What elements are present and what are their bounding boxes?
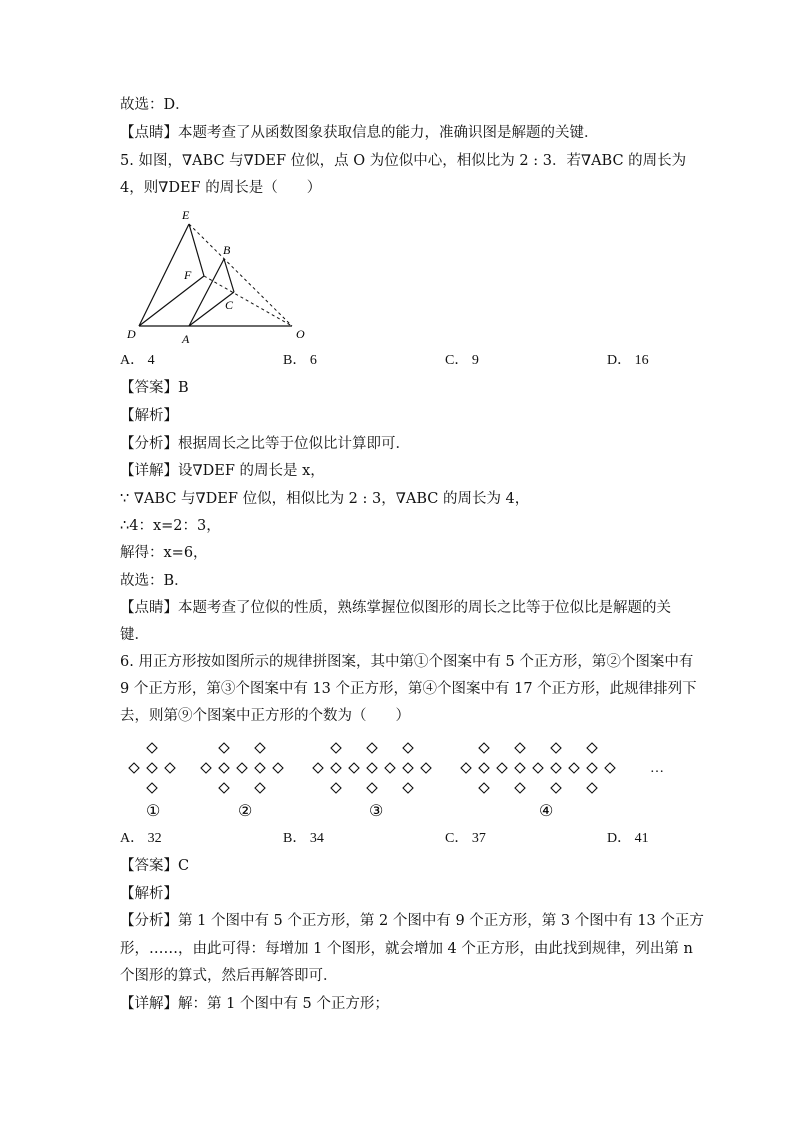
square-shape bbox=[147, 783, 157, 793]
square-pattern-figure bbox=[120, 732, 680, 822]
square-shape bbox=[255, 783, 265, 793]
square-shape bbox=[515, 763, 525, 773]
label-o: O bbox=[296, 327, 305, 341]
step-2: ∴4：x=2：3， bbox=[120, 518, 221, 534]
option-b: B． 6 bbox=[283, 353, 317, 368]
question-6-line-1: 6. 用正方形按如图所示的规律拼图案，其中第①个图案中有 5 个正方形，第②个图案中有 bbox=[120, 654, 694, 670]
square-shape bbox=[349, 763, 359, 773]
option-d: D． 16 bbox=[607, 353, 649, 368]
option-c: C． 37 bbox=[445, 831, 486, 846]
pattern-label-2: ② bbox=[238, 803, 253, 820]
label-d: D bbox=[127, 327, 136, 341]
square-shape bbox=[147, 763, 157, 773]
text-line: 故选：D． bbox=[120, 97, 190, 113]
segment-ab bbox=[189, 259, 224, 326]
square-shape bbox=[551, 783, 561, 793]
label-a: A bbox=[182, 332, 190, 346]
analysis-heading-6: 【解析】 bbox=[120, 886, 178, 902]
label-b: B bbox=[223, 243, 231, 257]
square-shape bbox=[497, 763, 507, 773]
square-shape bbox=[165, 763, 175, 773]
step-3: 解得：x=6， bbox=[120, 545, 208, 561]
answer-6: 【答案】C bbox=[120, 858, 190, 874]
text-line: 【点睛】本题考查了从函数图象获取信息的能力，准确识图是解题的关键． bbox=[120, 125, 599, 141]
square-shape bbox=[367, 783, 377, 793]
question-6-line-3: 去，则第⑨个图案中正方形的个数为（ ） bbox=[120, 708, 410, 724]
square-shape bbox=[403, 783, 413, 793]
square-shape bbox=[421, 763, 431, 773]
ellipsis: … bbox=[650, 761, 664, 776]
square-shape bbox=[587, 763, 597, 773]
analysis-5: 【分析】根据周长之比等于位似比计算即可． bbox=[120, 436, 410, 452]
ray-eo-dashed bbox=[189, 224, 292, 326]
option-a: A． 4 bbox=[120, 353, 155, 368]
square-shape bbox=[331, 763, 341, 773]
square-shape bbox=[533, 763, 543, 773]
square-shape bbox=[587, 743, 597, 753]
square-shape bbox=[219, 743, 229, 753]
square-shape bbox=[313, 763, 323, 773]
square-shape bbox=[129, 763, 139, 773]
square-shape bbox=[147, 743, 157, 753]
step-1: ∵ ∇ABC 与∇DEF 位似，相似比为 2 : 3，∇ABC 的周长为 4， bbox=[120, 491, 530, 507]
detail-5: 【详解】设∇DEF 的周长是 x， bbox=[120, 463, 325, 479]
square-shape bbox=[403, 743, 413, 753]
square-shape bbox=[331, 743, 341, 753]
comment-5-line-1: 【点睛】本题考查了位似的性质，熟练掌握位似图形的周长之比等于位似比是解题的关 bbox=[120, 600, 671, 616]
square-shape bbox=[479, 783, 489, 793]
label-c: C bbox=[225, 298, 234, 312]
segment-de bbox=[139, 224, 189, 326]
square-shape bbox=[479, 743, 489, 753]
square-shape bbox=[367, 743, 377, 753]
question-5-line-1: 5. 如图，∇ABC 与∇DEF 位似，点 O 为位似中心，相似比为 2 : 3．若∇ABC 的周长为 bbox=[120, 153, 687, 169]
pattern-label-3: ③ bbox=[369, 803, 384, 820]
analysis-heading-5: 【解析】 bbox=[120, 408, 178, 424]
square-shape bbox=[273, 763, 283, 773]
analysis-6-line-2: 形，……，由此可得：每增加 1 个图形，就会增加 4 个正方形，由此找到规律，列出第 n bbox=[120, 941, 693, 957]
square-shape bbox=[237, 763, 247, 773]
square-shape bbox=[551, 743, 561, 753]
ray-fo-dashed bbox=[204, 276, 292, 326]
square-shape bbox=[515, 743, 525, 753]
answer-5: 【答案】B bbox=[120, 380, 189, 396]
square-shape bbox=[587, 783, 597, 793]
option-c: C． 9 bbox=[445, 353, 479, 368]
step-4: 故选：B． bbox=[120, 573, 189, 589]
comment-5-line-2: 键． bbox=[120, 627, 149, 643]
square-shape bbox=[461, 763, 471, 773]
analysis-6-line-3: 个图形的算式，然后再解答即可． bbox=[120, 968, 338, 984]
analysis-6-line-1: 【分析】第 1 个图中有 5 个正方形，第 2 个图中有 9 个正方形，第 3 个图中有 13 个正方 bbox=[120, 913, 704, 929]
square-shape bbox=[201, 763, 211, 773]
square-shape bbox=[403, 763, 413, 773]
square-shape bbox=[255, 763, 265, 773]
question-5-line-2: 4，则∇DEF 的周长是（ ） bbox=[120, 180, 322, 196]
pattern-label-1: ① bbox=[146, 803, 161, 820]
square-shape bbox=[605, 763, 615, 773]
square-shape bbox=[255, 743, 265, 753]
square-shape bbox=[219, 763, 229, 773]
square-shape bbox=[385, 763, 395, 773]
square-shape bbox=[219, 783, 229, 793]
question-6-line-2: 9 个正方形，第③个图案中有 13 个正方形，第④个图案中有 17 个正方形，此规律排列下 bbox=[120, 681, 697, 697]
square-shape bbox=[479, 763, 489, 773]
square-shape bbox=[569, 763, 579, 773]
square-shape bbox=[551, 763, 561, 773]
option-b: B． 34 bbox=[283, 831, 324, 846]
square-shape bbox=[331, 783, 341, 793]
label-f: F bbox=[184, 268, 192, 282]
square-shape bbox=[367, 763, 377, 773]
option-a: A． 32 bbox=[120, 831, 162, 846]
label-e: E bbox=[182, 208, 190, 222]
detail-6: 【详解】解：第 1 个图中有 5 个正方形； bbox=[120, 996, 389, 1012]
segment-df bbox=[139, 276, 204, 326]
pattern-label-4: ④ bbox=[539, 803, 554, 820]
square-shape bbox=[515, 783, 525, 793]
option-d: D． 41 bbox=[607, 831, 649, 846]
similar-triangles-figure bbox=[120, 205, 320, 350]
